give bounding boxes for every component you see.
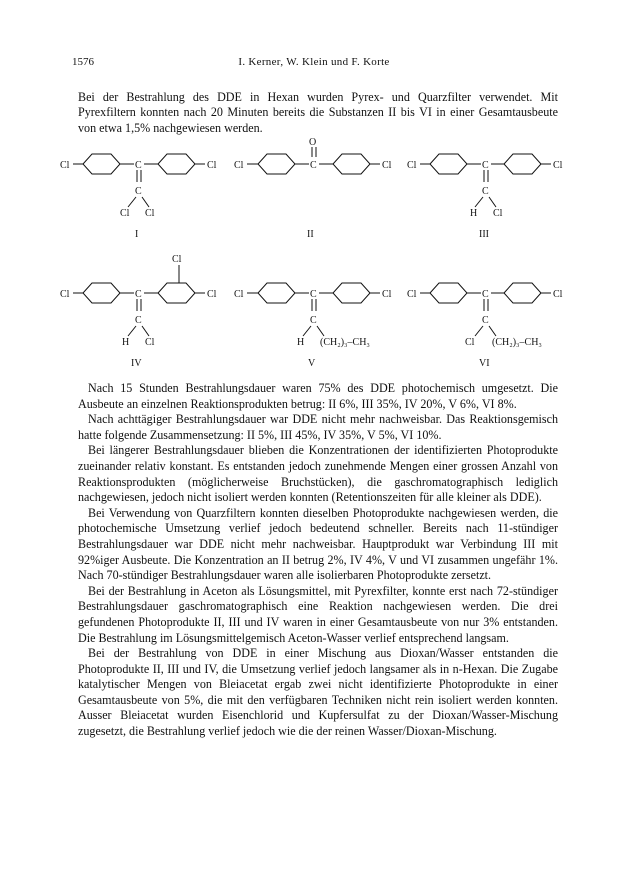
compound-III: [407, 154, 563, 240]
benzene-ring-right: [158, 154, 195, 174]
benzene-ring-right: [504, 154, 541, 174]
paragraph: Bei längerer Bestrahlungsdauer blieben die Konzentrationen der identifizierten Photoprodukte zueinander relativ konstant. Es entstanden jedoch zunehmende Mengen einer grossen Anzahl von Reaktionsprodukten (möglicherweise Bruchstücken), die gaschromatographisch lediglich nachgewiesen, jedoch nicht isoliert werden konnten (Retentionszeiten für alle kleiner als DDE).: [78, 443, 558, 505]
compound-label: IV: [131, 358, 142, 369]
compound-I: [60, 154, 217, 240]
body-text: [78, 381, 558, 740]
atom-cl: Cl: [382, 289, 392, 300]
benzene-ring-left: [430, 283, 467, 303]
compound-II: [234, 137, 392, 240]
compound-V: [234, 283, 392, 369]
atom-o: O: [309, 137, 317, 148]
atom-c: C: [482, 186, 489, 197]
benzene-ring-right: [333, 154, 370, 174]
compound-IV: [60, 254, 217, 369]
paragraph: Nach 15 Stunden Bestrahlungsdauer waren 75% des DDE photochemisch umgesetzt. Die Ausbeute an einzelnen Reaktionsprodukten betrug: II 6%, III 35%, IV 20%, V 6%, VI 8%.: [78, 381, 558, 411]
benzene-ring-right: [504, 283, 541, 303]
atom-cl: Cl: [207, 160, 217, 171]
atom-c: C: [135, 315, 142, 326]
atom-cl: Cl: [493, 208, 503, 219]
alkyl-chain: (CH₂)₃–CH₃: [492, 337, 542, 348]
atom-c: C: [482, 289, 489, 300]
atom-c: C: [482, 160, 489, 171]
alkyl-chain: (CH₂)₃–CH₃: [320, 337, 370, 348]
atom-c: C: [310, 315, 317, 326]
atom-cl: Cl: [207, 289, 217, 300]
atom-cl: Cl: [120, 208, 130, 219]
atom-cl: Cl: [553, 160, 563, 171]
intro-paragraph: Bei der Bestrahlung des DDE in Hexan wurden Pyrex- und Quarzfilter verwendet. Mit Pyrexfiltern konnten nach 20 Minuten bereits die Substanzen II bis VI in einer Gesamtausbeute von etwa 1,5% nachgewiesen werden.: [78, 90, 558, 135]
atom-cl: Cl: [172, 254, 182, 265]
benzene-ring-left: [258, 283, 295, 303]
benzene-ring-right: [158, 283, 195, 303]
atom-cl: Cl: [60, 160, 70, 171]
paragraph: Bei der Bestrahlung von DDE in einer Mischung aus Dioxan/Wasser entstanden die Photoprodukte II, III und IV, die Umsetzung verlief jedoch langsamer als in n-Hexan. Die Zugabe katalytischer Mengen von Bleiacetat ergab zwei nicht identifizierte Photoprodukte in einer Gesamtausbeute von 5%, die mit den verfügbaren Techniken nicht rein isoliert werden konnten. Ausser Bleiacetat wurden Eisenchlorid und Kupfersulfat zu der Dioxan/Wasser-Mischung zugesetzt, die Bestrahlung verlief jedoch wie die der reinen Wasser/Dioxan-Mischung.: [78, 646, 558, 739]
compound-label: VI: [479, 358, 490, 369]
atom-cl: Cl: [234, 160, 244, 171]
atom-cl: Cl: [553, 289, 563, 300]
benzene-ring-left: [430, 154, 467, 174]
atom-cl: Cl: [145, 337, 155, 348]
atom-h: H: [122, 337, 130, 348]
compound-label: II: [307, 229, 314, 240]
atom-c: C: [310, 160, 317, 171]
atom-c: C: [135, 160, 142, 171]
atom-c: C: [135, 186, 142, 197]
atom-cl: Cl: [465, 337, 475, 348]
atom-c: C: [135, 289, 142, 300]
running-head: I. Kerner, W. Klein und F. Korte: [238, 56, 390, 68]
atom-h: H: [297, 337, 305, 348]
atom-cl: Cl: [60, 289, 70, 300]
compound-VI: [407, 283, 563, 369]
atom-h: H: [470, 208, 478, 219]
atom-c: C: [482, 315, 489, 326]
atom-cl: Cl: [382, 160, 392, 171]
compound-label: V: [308, 358, 316, 369]
paragraph: Bei Verwendung von Quarzfiltern konnten dieselben Photoprodukte nachgewiesen werden, die photochemische Umsetzung verlief jedoch bedeutend schneller. Bereits nach 11-stündiger Bestrahlungsdauer war DDE nicht mehr nachweisbar. Hauptprodukt war Verbindung III mit 92%iger Ausbeute. Die Konzentration an II betrug 2%, IV 4%, V und VI zusammen ungefähr 1%. Nach 70-stündiger Bestrahlungsdauer waren alle isolierbaren Photoprodukte zersetzt.: [78, 505, 558, 583]
atom-cl: Cl: [407, 289, 417, 300]
benzene-ring-left: [258, 154, 295, 174]
atom-cl: Cl: [145, 208, 155, 219]
benzene-ring-right: [333, 283, 370, 303]
atom-cl: Cl: [234, 289, 244, 300]
benzene-ring-left: [83, 283, 120, 303]
atom-c: C: [310, 289, 317, 300]
benzene-ring-left: [83, 154, 120, 174]
compound-label: I: [135, 229, 139, 240]
page-number: 1576: [72, 56, 94, 68]
paragraph: Nach achttägiger Bestrahlungsdauer war DDE nicht mehr nachweisbar. Das Reaktionsgemisch hatte folgende Zusammensetzung: II 5%, III 45%, IV 35%, V 5%, VI 10%.: [78, 412, 558, 442]
atom-cl: Cl: [407, 160, 417, 171]
paragraph: Bei der Bestrahlung in Aceton als Lösungsmittel, mit Pyrexfilter, konnte erst nach 72-stündiger Bestrahlungsdauer gaschromatographisch eine Reaktion nachgewiesen werden. Die drei gefundenen Photoprodukte II, III und IV waren in einer Gesamtausbeute von nur 3% entstanden. Die Bestrahlung im Lösungsmittelgemisch Aceton-Wasser verlief entsprechend langsam.: [78, 583, 558, 645]
compound-label: III: [479, 229, 489, 240]
